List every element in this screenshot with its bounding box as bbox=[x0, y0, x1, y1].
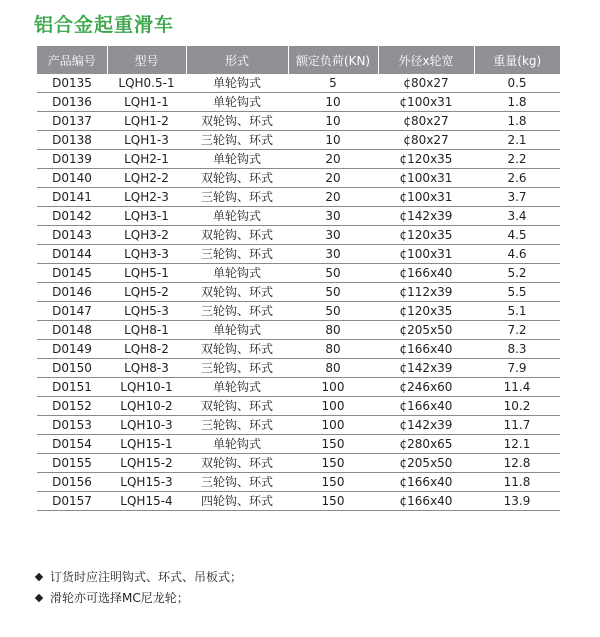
cell-weight: 3.4 bbox=[474, 207, 560, 226]
cell-diameter-width: ¢112x39 bbox=[378, 283, 474, 302]
cell-type: 双轮钩、环式 bbox=[186, 169, 288, 188]
cell-product-code: D0141 bbox=[37, 188, 107, 207]
cell-product-code: D0153 bbox=[37, 416, 107, 435]
cell-type: 单轮钩式 bbox=[186, 74, 288, 93]
cell-type: 三轮钩、环式 bbox=[186, 359, 288, 378]
table-row bbox=[37, 473, 560, 492]
cell-model: LQH3-3 bbox=[107, 245, 186, 264]
cell-weight: 2.2 bbox=[474, 150, 560, 169]
cell-rated-load: 10 bbox=[288, 131, 378, 150]
cell-rated-load: 100 bbox=[288, 416, 378, 435]
cell-weight: 11.7 bbox=[474, 416, 560, 435]
cell-product-code: D0149 bbox=[37, 340, 107, 359]
table-row bbox=[37, 340, 560, 359]
cell-product-code: D0138 bbox=[37, 131, 107, 150]
cell-product-code: D0142 bbox=[37, 207, 107, 226]
cell-product-code: D0154 bbox=[37, 435, 107, 454]
cell-rated-load: 100 bbox=[288, 397, 378, 416]
cell-product-code: D0156 bbox=[37, 473, 107, 492]
cell-rated-load: 50 bbox=[288, 302, 378, 321]
cell-model: LQH5-2 bbox=[107, 283, 186, 302]
cell-rated-load: 150 bbox=[288, 492, 378, 511]
note-item bbox=[34, 587, 242, 608]
cell-model: LQH8-3 bbox=[107, 359, 186, 378]
cell-type: 单轮钩式 bbox=[186, 264, 288, 283]
cell-model: LQH2-3 bbox=[107, 188, 186, 207]
cell-type: 双轮钩、环式 bbox=[186, 283, 288, 302]
column-header-type: 形式 bbox=[186, 46, 288, 74]
cell-product-code: D0137 bbox=[37, 112, 107, 131]
cell-model: LQH2-2 bbox=[107, 169, 186, 188]
cell-model: LQH3-1 bbox=[107, 207, 186, 226]
cell-product-code: D0150 bbox=[37, 359, 107, 378]
cell-weight: 2.6 bbox=[474, 169, 560, 188]
cell-model: LQH0.5-1 bbox=[107, 74, 186, 93]
cell-model: LQH10-3 bbox=[107, 416, 186, 435]
cell-type: 三轮钩、环式 bbox=[186, 302, 288, 321]
cell-rated-load: 10 bbox=[288, 93, 378, 112]
cell-product-code: D0144 bbox=[37, 245, 107, 264]
cell-type: 三轮钩、环式 bbox=[186, 245, 288, 264]
cell-rated-load: 80 bbox=[288, 321, 378, 340]
cell-rated-load: 20 bbox=[288, 150, 378, 169]
cell-model: LQH15-1 bbox=[107, 435, 186, 454]
cell-model: LQH10-2 bbox=[107, 397, 186, 416]
cell-rated-load: 150 bbox=[288, 473, 378, 492]
cell-diameter-width: ¢205x50 bbox=[378, 454, 474, 473]
cell-diameter-width: ¢80x27 bbox=[378, 131, 474, 150]
cell-type: 双轮钩、环式 bbox=[186, 226, 288, 245]
table-row bbox=[37, 74, 560, 93]
cell-weight: 12.8 bbox=[474, 454, 560, 473]
cell-type: 三轮钩、环式 bbox=[186, 131, 288, 150]
diamond-bullet-icon bbox=[35, 572, 43, 580]
cell-product-code: D0151 bbox=[37, 378, 107, 397]
cell-diameter-width: ¢142x39 bbox=[378, 416, 474, 435]
column-header-rated-load: 额定负荷(KN) bbox=[288, 46, 378, 74]
note-item bbox=[34, 566, 242, 587]
cell-type: 双轮钩、环式 bbox=[186, 454, 288, 473]
cell-diameter-width: ¢100x31 bbox=[378, 169, 474, 188]
cell-weight: 1.8 bbox=[474, 112, 560, 131]
cell-weight: 11.8 bbox=[474, 473, 560, 492]
cell-rated-load: 5 bbox=[288, 74, 378, 93]
cell-type: 单轮钩式 bbox=[186, 321, 288, 340]
cell-product-code: D0152 bbox=[37, 397, 107, 416]
cell-weight: 5.5 bbox=[474, 283, 560, 302]
table-row bbox=[37, 397, 560, 416]
cell-diameter-width: ¢166x40 bbox=[378, 473, 474, 492]
cell-rated-load: 80 bbox=[288, 340, 378, 359]
page-title: 铝合金起重滑车 bbox=[34, 14, 175, 36]
cell-weight: 4.6 bbox=[474, 245, 560, 264]
table-row bbox=[37, 378, 560, 397]
cell-type: 三轮钩、环式 bbox=[186, 473, 288, 492]
cell-diameter-width: ¢100x31 bbox=[378, 245, 474, 264]
table-row bbox=[37, 454, 560, 473]
table-row bbox=[37, 302, 560, 321]
cell-rated-load: 150 bbox=[288, 435, 378, 454]
cell-weight: 5.2 bbox=[474, 264, 560, 283]
cell-type: 三轮钩、环式 bbox=[186, 188, 288, 207]
table-row bbox=[37, 93, 560, 112]
cell-model: LQH10-1 bbox=[107, 378, 186, 397]
cell-weight: 8.3 bbox=[474, 340, 560, 359]
notes bbox=[34, 566, 242, 608]
cell-weight: 7.2 bbox=[474, 321, 560, 340]
cell-rated-load: 20 bbox=[288, 188, 378, 207]
table-row bbox=[37, 435, 560, 454]
cell-weight: 5.1 bbox=[474, 302, 560, 321]
cell-model: LQH3-2 bbox=[107, 226, 186, 245]
cell-rated-load: 20 bbox=[288, 169, 378, 188]
cell-diameter-width: ¢246x60 bbox=[378, 378, 474, 397]
cell-diameter-width: ¢120x35 bbox=[378, 302, 474, 321]
table-row bbox=[37, 169, 560, 188]
cell-type: 单轮钩式 bbox=[186, 93, 288, 112]
table-row bbox=[37, 150, 560, 169]
cell-model: LQH1-3 bbox=[107, 131, 186, 150]
cell-type: 三轮钩、环式 bbox=[186, 416, 288, 435]
cell-diameter-width: ¢166x40 bbox=[378, 397, 474, 416]
cell-type: 单轮钩式 bbox=[186, 435, 288, 454]
cell-product-code: D0135 bbox=[37, 74, 107, 93]
cell-model: LQH15-4 bbox=[107, 492, 186, 511]
cell-rated-load: 100 bbox=[288, 378, 378, 397]
cell-rated-load: 50 bbox=[288, 264, 378, 283]
cell-model: LQH1-1 bbox=[107, 93, 186, 112]
cell-product-code: D0139 bbox=[37, 150, 107, 169]
cell-rated-load: 150 bbox=[288, 454, 378, 473]
cell-product-code: D0148 bbox=[37, 321, 107, 340]
cell-diameter-width: ¢142x39 bbox=[378, 359, 474, 378]
cell-weight: 10.2 bbox=[474, 397, 560, 416]
cell-type: 单轮钩式 bbox=[186, 150, 288, 169]
cell-type: 单轮钩式 bbox=[186, 378, 288, 397]
cell-diameter-width: ¢120x35 bbox=[378, 226, 474, 245]
cell-type: 单轮钩式 bbox=[186, 207, 288, 226]
table-row bbox=[37, 226, 560, 245]
table-body bbox=[37, 74, 560, 511]
table-row bbox=[37, 207, 560, 226]
cell-weight: 13.9 bbox=[474, 492, 560, 511]
cell-weight: 4.5 bbox=[474, 226, 560, 245]
table-row bbox=[37, 321, 560, 340]
cell-product-code: D0147 bbox=[37, 302, 107, 321]
cell-weight: 12.1 bbox=[474, 435, 560, 454]
cell-model: LQH8-1 bbox=[107, 321, 186, 340]
cell-model: LQH1-2 bbox=[107, 112, 186, 131]
diamond-bullet-icon bbox=[35, 593, 43, 601]
cell-rated-load: 80 bbox=[288, 359, 378, 378]
cell-model: LQH15-2 bbox=[107, 454, 186, 473]
cell-weight: 11.4 bbox=[474, 378, 560, 397]
cell-rated-load: 30 bbox=[288, 226, 378, 245]
table-row bbox=[37, 283, 560, 302]
cell-diameter-width: ¢100x31 bbox=[378, 188, 474, 207]
table-row bbox=[37, 264, 560, 283]
cell-product-code: D0155 bbox=[37, 454, 107, 473]
cell-weight: 1.8 bbox=[474, 93, 560, 112]
cell-diameter-width: ¢166x40 bbox=[378, 264, 474, 283]
cell-type: 四轮钩、环式 bbox=[186, 492, 288, 511]
cell-model: LQH5-3 bbox=[107, 302, 186, 321]
cell-rated-load: 30 bbox=[288, 245, 378, 264]
note-text: 订货时应注明钩式、环式、吊板式； bbox=[50, 569, 243, 584]
cell-product-code: D0145 bbox=[37, 264, 107, 283]
cell-diameter-width: ¢100x31 bbox=[378, 93, 474, 112]
cell-weight: 7.9 bbox=[474, 359, 560, 378]
cell-rated-load: 50 bbox=[288, 283, 378, 302]
cell-product-code: D0140 bbox=[37, 169, 107, 188]
table-row bbox=[37, 359, 560, 378]
spec-table bbox=[37, 46, 560, 511]
cell-weight: 0.5 bbox=[474, 74, 560, 93]
cell-diameter-width: ¢80x27 bbox=[378, 112, 474, 131]
cell-diameter-width: ¢280x65 bbox=[378, 435, 474, 454]
column-header-product-code: 产品编号 bbox=[37, 46, 107, 74]
cell-rated-load: 10 bbox=[288, 112, 378, 131]
cell-product-code: D0143 bbox=[37, 226, 107, 245]
column-header-weight: 重量(kg) bbox=[474, 46, 560, 74]
cell-product-code: D0136 bbox=[37, 93, 107, 112]
cell-product-code: D0146 bbox=[37, 283, 107, 302]
cell-diameter-width: ¢166x40 bbox=[378, 492, 474, 511]
table-row bbox=[37, 245, 560, 264]
cell-model: LQH5-1 bbox=[107, 264, 186, 283]
table-header-row bbox=[37, 46, 560, 74]
table-row bbox=[37, 492, 560, 511]
cell-model: LQH15-3 bbox=[107, 473, 186, 492]
cell-weight: 3.7 bbox=[474, 188, 560, 207]
cell-rated-load: 30 bbox=[288, 207, 378, 226]
cell-type: 双轮钩、环式 bbox=[186, 397, 288, 416]
cell-weight: 2.1 bbox=[474, 131, 560, 150]
column-header-diameter-width: 外径x轮宽 bbox=[378, 46, 474, 74]
table-row bbox=[37, 416, 560, 435]
cell-diameter-width: ¢205x50 bbox=[378, 321, 474, 340]
cell-product-code: D0157 bbox=[37, 492, 107, 511]
table-row bbox=[37, 112, 560, 131]
cell-model: LQH2-1 bbox=[107, 150, 186, 169]
cell-diameter-width: ¢166x40 bbox=[378, 340, 474, 359]
cell-model: LQH8-2 bbox=[107, 340, 186, 359]
cell-diameter-width: ¢120x35 bbox=[378, 150, 474, 169]
cell-diameter-width: ¢142x39 bbox=[378, 207, 474, 226]
column-header-model: 型号 bbox=[107, 46, 186, 74]
cell-diameter-width: ¢80x27 bbox=[378, 74, 474, 93]
table-row bbox=[37, 131, 560, 150]
table-row bbox=[37, 188, 560, 207]
note-text: 滑轮亦可选择MC尼龙轮； bbox=[50, 590, 189, 605]
cell-type: 双轮钩、环式 bbox=[186, 340, 288, 359]
cell-type: 双轮钩、环式 bbox=[186, 112, 288, 131]
